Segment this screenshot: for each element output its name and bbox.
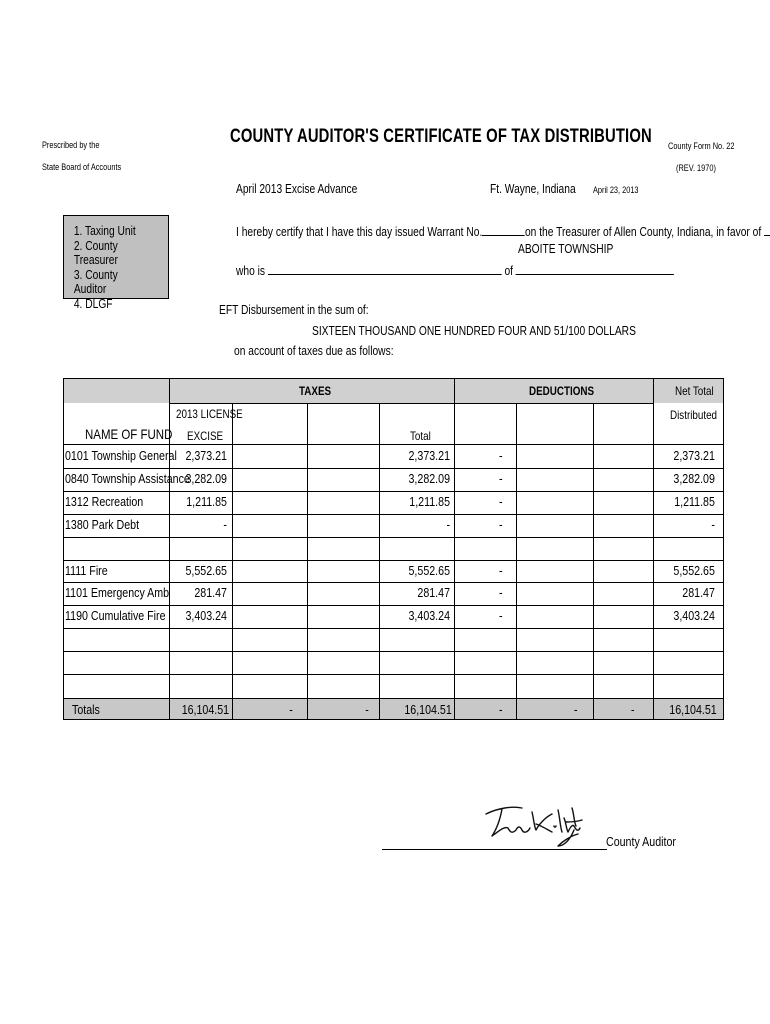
distributed-header: Distributed	[670, 408, 718, 422]
of-blank	[516, 262, 674, 275]
advance-description: April 2013 Excise Advance	[236, 182, 358, 196]
of-label: of	[504, 264, 514, 278]
fund-name: 0840 Township Assistance	[65, 471, 190, 486]
distribution-item: 1. Taxing Unit	[73, 224, 136, 238]
excise-header: EXCISE	[187, 429, 224, 443]
distribution-item: 2. County Treasurer	[73, 238, 118, 267]
distribution-item: 4. DLGF	[73, 296, 113, 311]
deduction-value: -	[499, 608, 503, 623]
fund-name: 1101 Emergency Amb	[65, 585, 170, 600]
excise-value: -	[223, 517, 227, 532]
certify-line	[236, 223, 770, 239]
certify-text-a: I hereby certify that I have this day issued Warrant No.	[236, 225, 483, 239]
who-is-label: who is	[236, 264, 266, 278]
totals-total: 16,104.51	[404, 702, 452, 717]
warrant-number-blank	[482, 223, 525, 236]
deduction-value: -	[499, 471, 503, 486]
fund-name: 1312 Recreation	[65, 494, 144, 509]
deduction-value: -	[499, 448, 503, 463]
total-value: 5,552.65	[408, 563, 450, 578]
excise-value: 281.47	[194, 585, 227, 600]
in-favor-of-blank	[764, 223, 770, 236]
fund-name: 1111 Fire	[65, 563, 108, 578]
net-value: -	[711, 517, 715, 532]
excise-value: 5,552.65	[185, 563, 227, 578]
license-header: 2013 LICENSE	[176, 407, 243, 421]
taxes-header: TAXES	[299, 384, 332, 398]
net-value: 5,552.65	[673, 563, 715, 578]
net-value: 2,373.21	[673, 448, 715, 463]
totals-net: 16,104.51	[669, 702, 717, 717]
distribution-box	[63, 215, 169, 311]
totals-deduction-1: -	[499, 702, 503, 717]
totals-deduction-3: -	[631, 702, 635, 717]
prescribed-line-2: State Board of Accounts	[42, 162, 122, 172]
deduction-value: -	[499, 585, 503, 600]
county-form-number: County Form No. 22	[668, 141, 735, 151]
document-title: COUNTY AUDITOR'S CERTIFICATE OF TAX DISTRIBUTION	[230, 126, 652, 147]
net-total-header: Net Total	[675, 384, 714, 398]
amount-in-words: SIXTEEN THOUSAND ONE HUNDRED FOUR AND 51/100 DOLLARS	[312, 324, 636, 338]
total-header: Total	[410, 429, 431, 443]
city-state: Ft. Wayne, Indiana	[490, 182, 576, 196]
total-value: 3,282.09	[408, 471, 450, 486]
totals-label: Totals	[72, 702, 100, 717]
account-of-taxes: on account of taxes due as follows:	[234, 344, 394, 358]
total-value: -	[446, 517, 450, 532]
net-value: 3,282.09	[673, 471, 715, 486]
total-value: 281.47	[417, 585, 450, 600]
total-value: 3,403.24	[408, 608, 450, 623]
who-is-line	[236, 262, 674, 278]
revision-note: (REV. 1970)	[676, 163, 716, 173]
tax-distribution-table	[63, 378, 724, 720]
excise-value: 2,373.21	[185, 448, 227, 463]
total-value: 2,373.21	[408, 448, 450, 463]
fund-name: 1380 Park Debt	[65, 517, 140, 532]
net-value: 1,211.85	[674, 494, 715, 509]
certificate-date: April 23, 2013	[593, 185, 639, 195]
who-is-blank	[268, 262, 502, 275]
deduction-value: -	[499, 494, 503, 509]
fund-header: NAME OF FUND	[85, 426, 173, 442]
deductions-header: DEDUCTIONS	[529, 384, 595, 398]
excise-value: 3,282.09	[185, 471, 227, 486]
net-value: 281.47	[682, 585, 715, 600]
eft-label: EFT Disbursement in the sum of:	[219, 303, 369, 317]
totals-col4: -	[365, 702, 369, 717]
signature-image	[478, 796, 588, 852]
excise-value: 3,403.24	[185, 608, 227, 623]
totals-deduction-2: -	[574, 702, 578, 717]
net-value: 3,403.24	[673, 608, 715, 623]
total-value: 1,211.85	[409, 494, 450, 509]
payee-name: ABOITE TOWNSHIP	[518, 242, 614, 256]
header-shade	[63, 378, 724, 403]
distribution-item: 3. County Auditor	[73, 267, 118, 296]
fund-name: 0101 Township General	[65, 448, 177, 463]
excise-value: 1,211.85	[186, 494, 227, 509]
signature-line	[382, 849, 607, 850]
county-auditor-label: County Auditor	[606, 834, 676, 849]
totals-col3: -	[289, 702, 293, 717]
fund-name: 1190 Cumulative Fire	[65, 608, 166, 623]
deduction-value: -	[499, 563, 503, 578]
deduction-value: -	[499, 517, 503, 532]
totals-excise: 16,104.51	[181, 702, 230, 717]
prescribed-line-1: Prescribed by the	[42, 140, 100, 150]
auditor-signature	[478, 796, 588, 857]
certify-text-b: on the Treasurer of Allen County, Indiana, in favor of	[524, 225, 762, 239]
